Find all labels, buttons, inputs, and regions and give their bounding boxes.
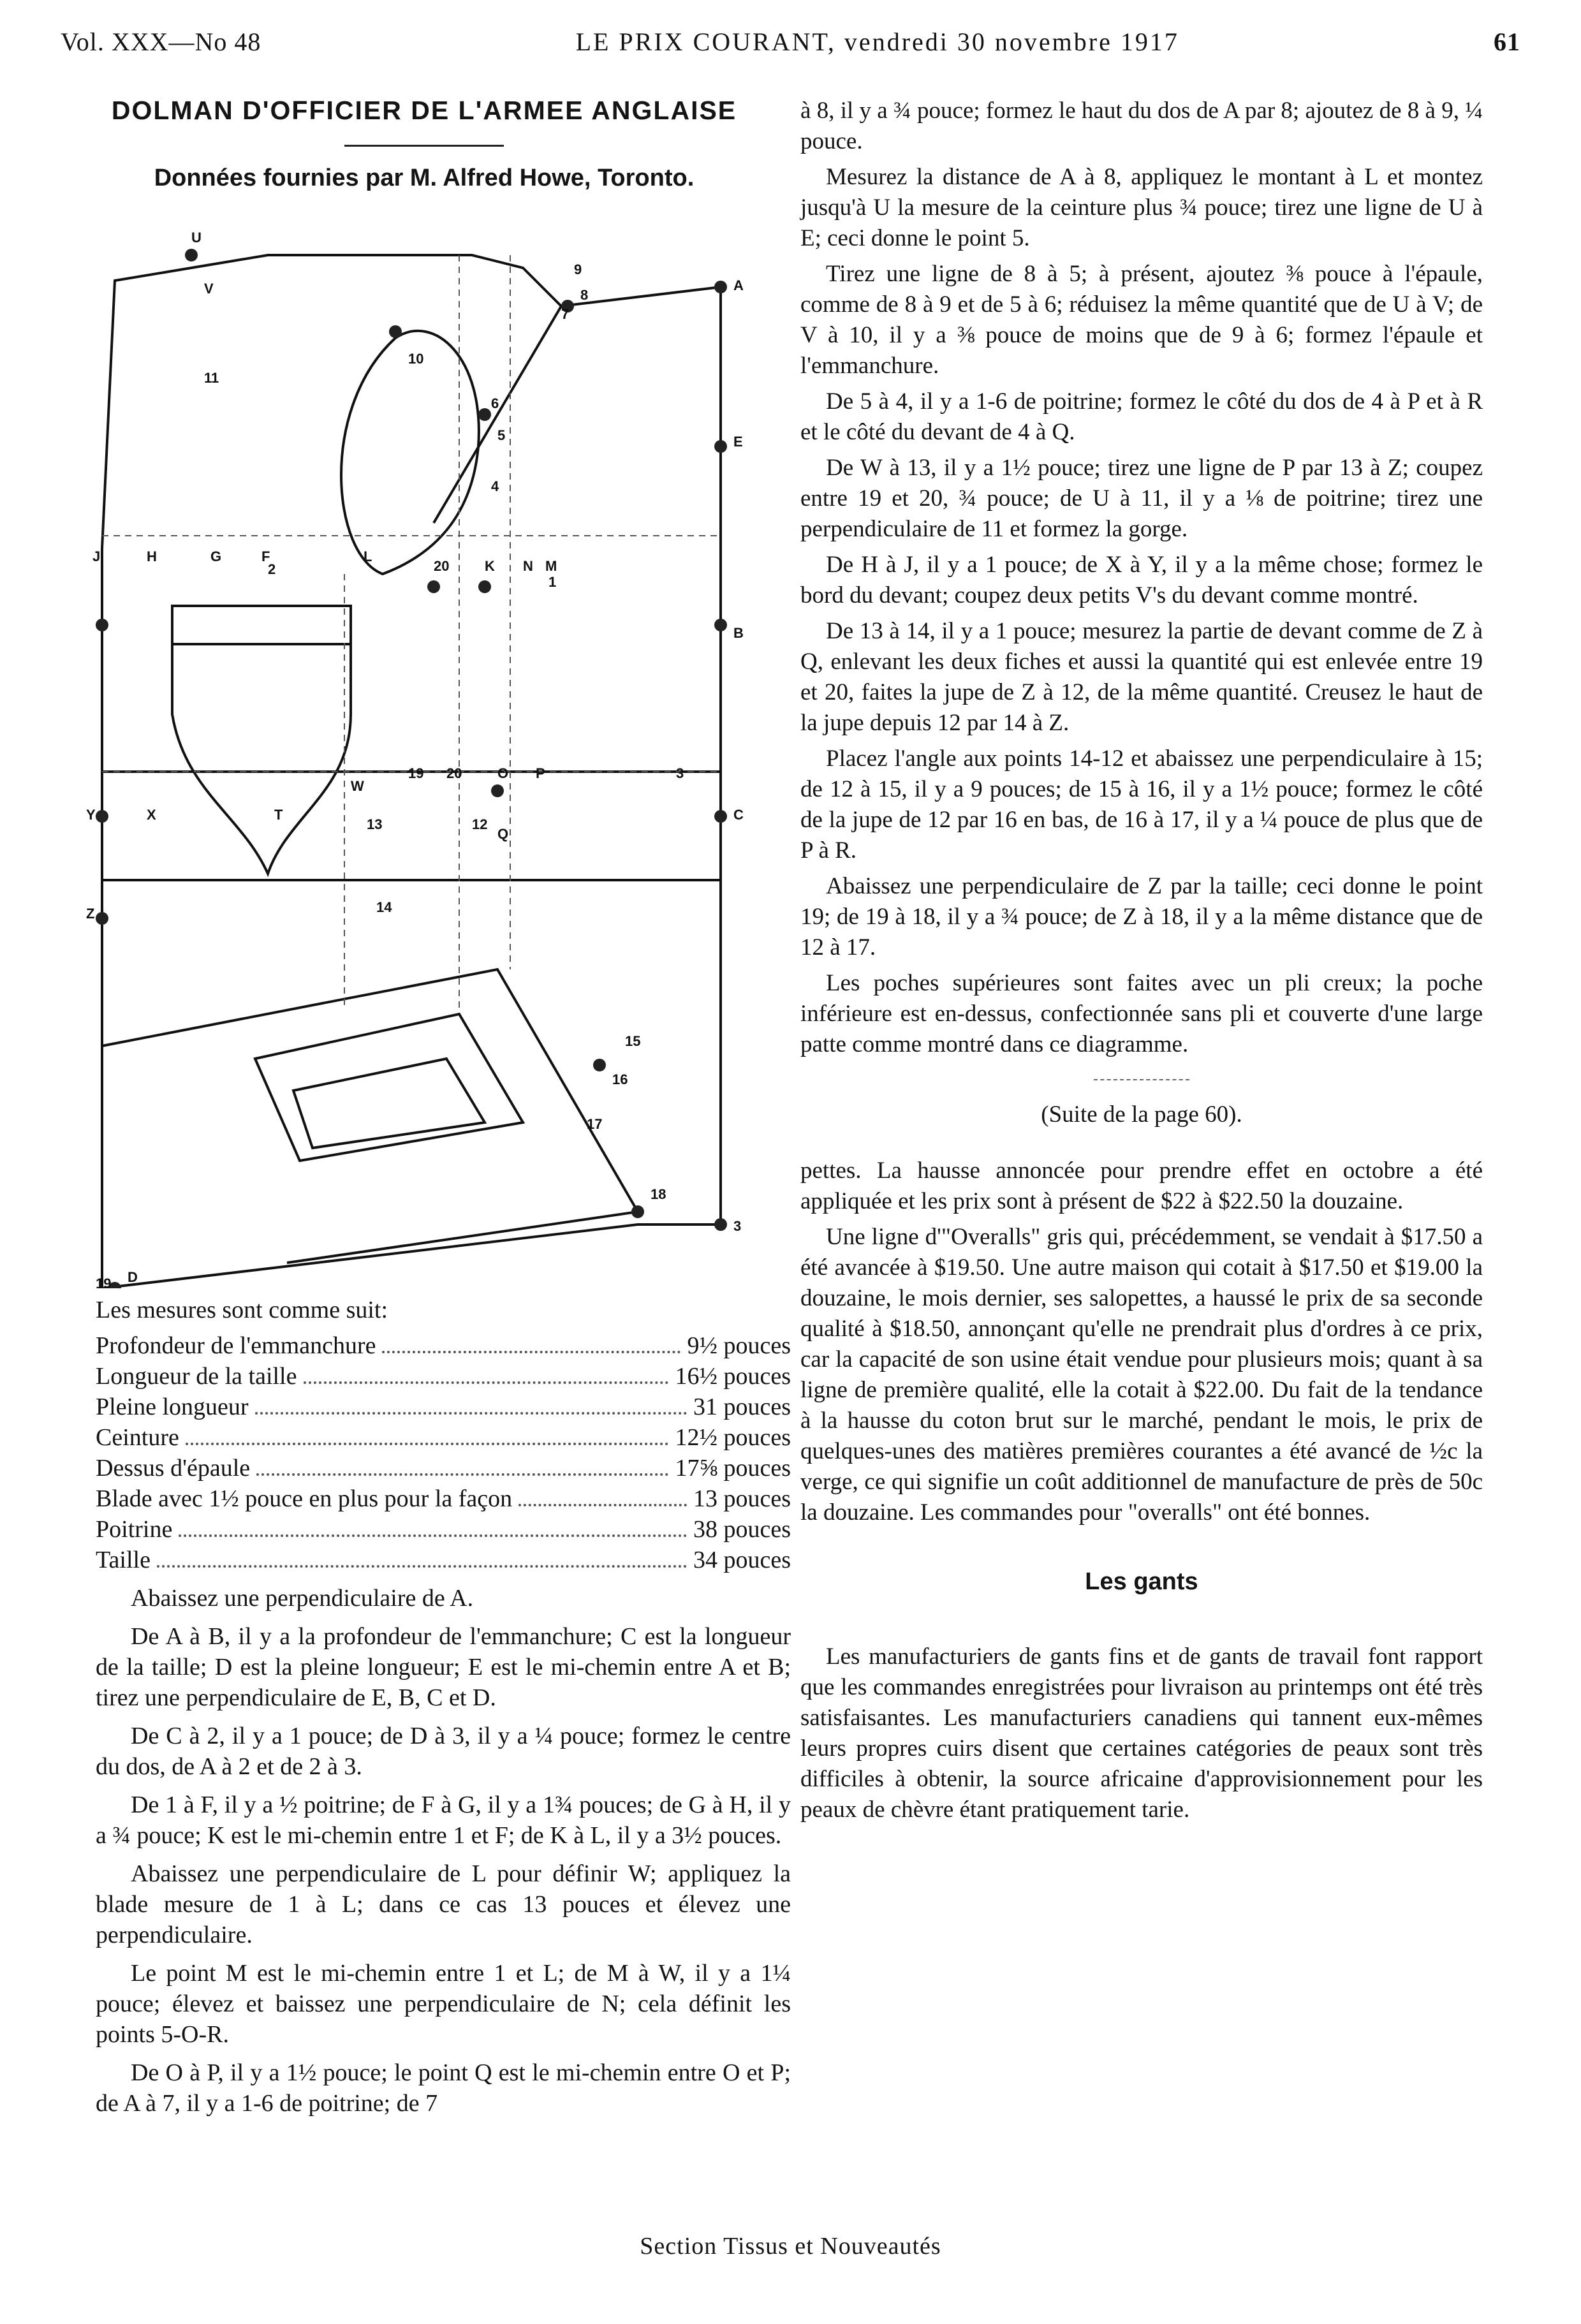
measure-row: Longueur de la taille 16½ pouces bbox=[96, 1363, 791, 1390]
instruction-paragraph: Tirez une ligne de 8 à 5; à présent, ajoutez ⅜ pouce à l'épaule, comme de 8 à 9 et de 5 à 6; réduisez la même quantité que de U à V; de V à 10, il y a ⅜ pouce de moins que de 9 à 6; formez l'épaule et l'emmanchure. bbox=[800, 261, 1483, 379]
instruction-paragraph: De W à 13, il y a 1½ pouce; tirez une ligne de P par 13 à Z; coupez entre 19 et 20, ¾ pouce; de U à 11, il y a ⅛ de poitrine; tirez une perpendiculaire de 11 et formez la gorge. bbox=[800, 455, 1483, 542]
point-label: N bbox=[523, 558, 533, 574]
point-label: Y bbox=[86, 807, 96, 823]
instruction-paragraph: Abaissez une perpendiculaire de A. bbox=[131, 1585, 474, 1612]
measure-row: Profondeur de l'emmanchure 9½ pouces bbox=[96, 1332, 791, 1359]
point-label: A bbox=[733, 277, 744, 293]
point-label: U bbox=[191, 230, 202, 246]
point-label: 3 bbox=[733, 1218, 742, 1234]
continuation-note: (Suite de la page 60). bbox=[1041, 1101, 1242, 1128]
point-label: 11 bbox=[204, 370, 219, 386]
point-label: Q bbox=[497, 826, 509, 842]
point-labels bbox=[86, 230, 744, 1288]
instruction-paragraph: Le point M est le mi-chemin entre 1 et L; de M à W, il y a 1¼ pouce; élevez et baissez une perpendiculaire de N; cela définit les points 5-O-R. bbox=[96, 1960, 791, 2048]
article-title: DOLMAN D'OFFICIER DE L'ARMEE ANGLAISE bbox=[111, 96, 737, 125]
journal-dateline: LE PRIX COURANT, vendredi 30 novembre 1917 bbox=[575, 27, 1179, 56]
article-heading-block bbox=[70, 96, 778, 192]
measure-row: Pleine longueur 31 pouces bbox=[96, 1394, 791, 1420]
point-label: 6 bbox=[491, 395, 499, 411]
continuation-paragraph: Une ligne d'"Overalls" gris qui, précédemment, se vendait à $17.50 a été avancée à $19.50. Une autre maison qui cotait à $17.50 et $19.00 la douzaine, le mois dernier, ses salopettes, a haussé le prix de sa seconde qualité à $18.50, annonçant qu'elle ne prendrait plus d'ordres à ce prix, car la capacité de son usine était vendue pour plusieurs mois; quant à sa ligne de première qualité, elle la cotait à $22.00. Du fait de la tendance à la hausse du coton brut sur le marché, pendant le mois, le prix de quelques-unes des matières premières courantes a été avancé de ½c la verge, ce qui signifie un coût additionnel de manufacture de près de 50c la douzaine. Les commandes pour "overalls" ont été bonnes. bbox=[800, 1224, 1483, 1526]
instruction-paragraph: Les poches supérieures sont faites avec un pli creux; la poche inférieure est en-dessus, confectionnée sans pli et couverte d'une large patte comme montré dans ce diagramme. bbox=[800, 970, 1483, 1057]
measure-row: Dessus d'épaule 17⅝ pouces bbox=[96, 1455, 791, 1482]
point-label: 20 bbox=[434, 558, 450, 574]
point-label: B bbox=[733, 625, 744, 641]
instruction-paragraph: Abaissez une perpendiculaire de L pour définir W; appliquez la blade mesure de 1 à L; dans ce cas 13 pouces et élevez une perpendiculaire. bbox=[96, 1860, 791, 1948]
point-label: 5 bbox=[497, 427, 506, 443]
point-label: 20 bbox=[446, 765, 462, 781]
point-label: 3 bbox=[676, 765, 684, 781]
point-label: 16 bbox=[612, 1071, 628, 1087]
point-label: V bbox=[204, 281, 214, 297]
section-heading-gants: Les gants bbox=[1085, 1568, 1198, 1595]
point-label: 9 bbox=[574, 261, 582, 277]
point-label: H bbox=[147, 548, 157, 564]
measures-intro: Les mesures sont comme suit: bbox=[96, 1297, 388, 1323]
point-label: 2 bbox=[268, 561, 276, 577]
point-label: 10 bbox=[408, 351, 424, 367]
point-label: T bbox=[274, 807, 283, 823]
volume-number: Vol. XXX—No 48 bbox=[61, 27, 261, 56]
pattern-diagram bbox=[77, 217, 797, 1288]
point-label: W bbox=[351, 778, 364, 794]
point-label: 1 bbox=[548, 574, 557, 590]
instruction-paragraph: Placez l'angle aux points 14-12 et abaissez une perpendiculaire à 15; de 12 à 15, il y a 9 pouces; de 15 à 16, il y a 1½ pouce; formez le côté de la jupe de 12 par 16 en bas, de 16 à 17, il y a ¼ pouce de plus que de P à R. bbox=[800, 746, 1483, 864]
measure-row: Poitrine 38 pouces bbox=[96, 1516, 791, 1543]
gants-paragraph: Les manufacturiers de gants fins et de gants de travail font rapport que les commandes enregistrées pour livraison au printemps ont été très satisfaisantes. Les manufacturiers canadiens qui tannent eux-mêmes leurs propres cuirs disent que certaines catégories de peaux sont très difficiles à obtenir, la source africaine d'approvisionnement pour les peaux de chèvre étant pratiquement tarie. bbox=[800, 1644, 1483, 1823]
construction-lines bbox=[102, 255, 721, 1008]
point-label: Z bbox=[86, 906, 95, 922]
instruction-paragraph: De 5 à 4, il y a 1-6 de poitrine; formez le côté du dos de 4 à P et à R et le côté du devant de 4 à Q. bbox=[800, 388, 1483, 445]
right-column-text bbox=[800, 96, 1483, 1830]
point-label: 19 bbox=[96, 1276, 112, 1288]
point-label: M bbox=[545, 558, 557, 574]
point-label: G bbox=[210, 548, 222, 564]
point-label: L bbox=[364, 548, 372, 564]
point-label: 15 bbox=[625, 1033, 641, 1049]
page-footer: Section Tissus et Nouveautés bbox=[640, 2233, 941, 2260]
instruction-paragraph: Abaissez une perpendiculaire de Z par la taille; ceci donne le point 19; de 19 à 18, il y a ¾ pouce; de Z à 18, il y a la même distance que de 12 à 17. bbox=[800, 873, 1483, 960]
point-label: 13 bbox=[367, 816, 383, 832]
title-rule bbox=[344, 145, 504, 147]
measure-row: Taille 34 pouces bbox=[96, 1547, 791, 1573]
instruction-paragraph: De O à P, il y a 1½ pouce; le point Q est le mi-chemin entre O et P; de A à 7, il y a 1-6 de poitrine; de 7 bbox=[96, 2059, 791, 2117]
instruction-paragraph: De 13 à 14, il y a 1 pouce; mesurez la partie de devant comme de Z à Q, enlevant les deux fiches et aussi la quantité qui est enlevée entre 19 et 20, faites la jupe de Z à 12, de la même quantité. Creusez le haut de la jupe depuis 12 par 14 à Z. bbox=[800, 618, 1483, 736]
point-label: 17 bbox=[587, 1116, 603, 1132]
point-label: D bbox=[128, 1269, 138, 1285]
point-label: P bbox=[536, 765, 545, 781]
point-label: E bbox=[733, 434, 743, 450]
point-label: J bbox=[92, 548, 101, 564]
instruction-paragraph: à 8, il y a ¾ pouce; formez le haut du dos de A par 8; ajoutez de 8 à 9, ¼ pouce. bbox=[800, 98, 1483, 154]
page-number: 61 bbox=[1494, 27, 1520, 56]
left-column-text bbox=[96, 1295, 791, 2119]
point-label: 12 bbox=[472, 816, 488, 832]
measures-list bbox=[96, 1330, 791, 1575]
point-label: F bbox=[261, 548, 270, 564]
instruction-paragraph: De C à 2, il y a 1 pouce; de D à 3, il y a ¼ pouce; formez le centre du dos, de A à 2 et de 2 à 3. bbox=[96, 1723, 791, 1780]
point-label: 8 bbox=[580, 287, 589, 303]
point-label: X bbox=[147, 807, 156, 823]
instruction-paragraph: De A à B, il y a la profondeur de l'emmanchure; C est la longueur de la taille; D est la pleine longueur; E est le mi-chemin entre A et B; tirez une perpendiculaire de E, B, C et D. bbox=[96, 1623, 791, 1711]
continuation-paragraph: pettes. La hausse annoncée pour prendre effet en octobre a été appliquée et les prix sont à présent de $22 à $22.50 la douzaine. bbox=[800, 1158, 1483, 1214]
article-subtitle: Données fournies par M. Alfred Howe, Toronto. bbox=[154, 165, 695, 191]
instruction-paragraph: De H à J, il y a 1 pouce; de X à Y, il y a la même chose; formez le bord du devant; coupez deux petits V's du devant comme montré. bbox=[800, 552, 1483, 608]
instruction-paragraph: Mesurez la distance de A à 8, appliquez le montant à L et montez jusqu'à U la mesure de la ceinture plus ¾ pouce; tirez une ligne de U à E; ceci donne le point 5. bbox=[800, 164, 1483, 251]
point-label: 7 bbox=[561, 306, 570, 322]
section-separator bbox=[1094, 1079, 1189, 1080]
point-label: 4 bbox=[491, 478, 499, 494]
point-label: 14 bbox=[376, 899, 392, 915]
measure-row: Blade avec 1½ pouce en plus pour la façon 13 pouces bbox=[96, 1485, 791, 1512]
measure-row: Ceinture 12½ pouces bbox=[96, 1424, 791, 1451]
point-label: K bbox=[485, 558, 495, 574]
point-label: 19 bbox=[408, 765, 424, 781]
point-label: C bbox=[733, 807, 744, 823]
instruction-paragraph: De 1 à F, il y a ½ poitrine; de F à G, il y a 1¾ pouces; de G à H, il y a ¾ pouce; K est le mi-chemin entre 1 et F; de K à L, il y a 3½ pouces. bbox=[96, 1791, 791, 1849]
point-label: O bbox=[497, 765, 509, 781]
point-label: 18 bbox=[651, 1186, 666, 1202]
running-head bbox=[61, 27, 1520, 71]
